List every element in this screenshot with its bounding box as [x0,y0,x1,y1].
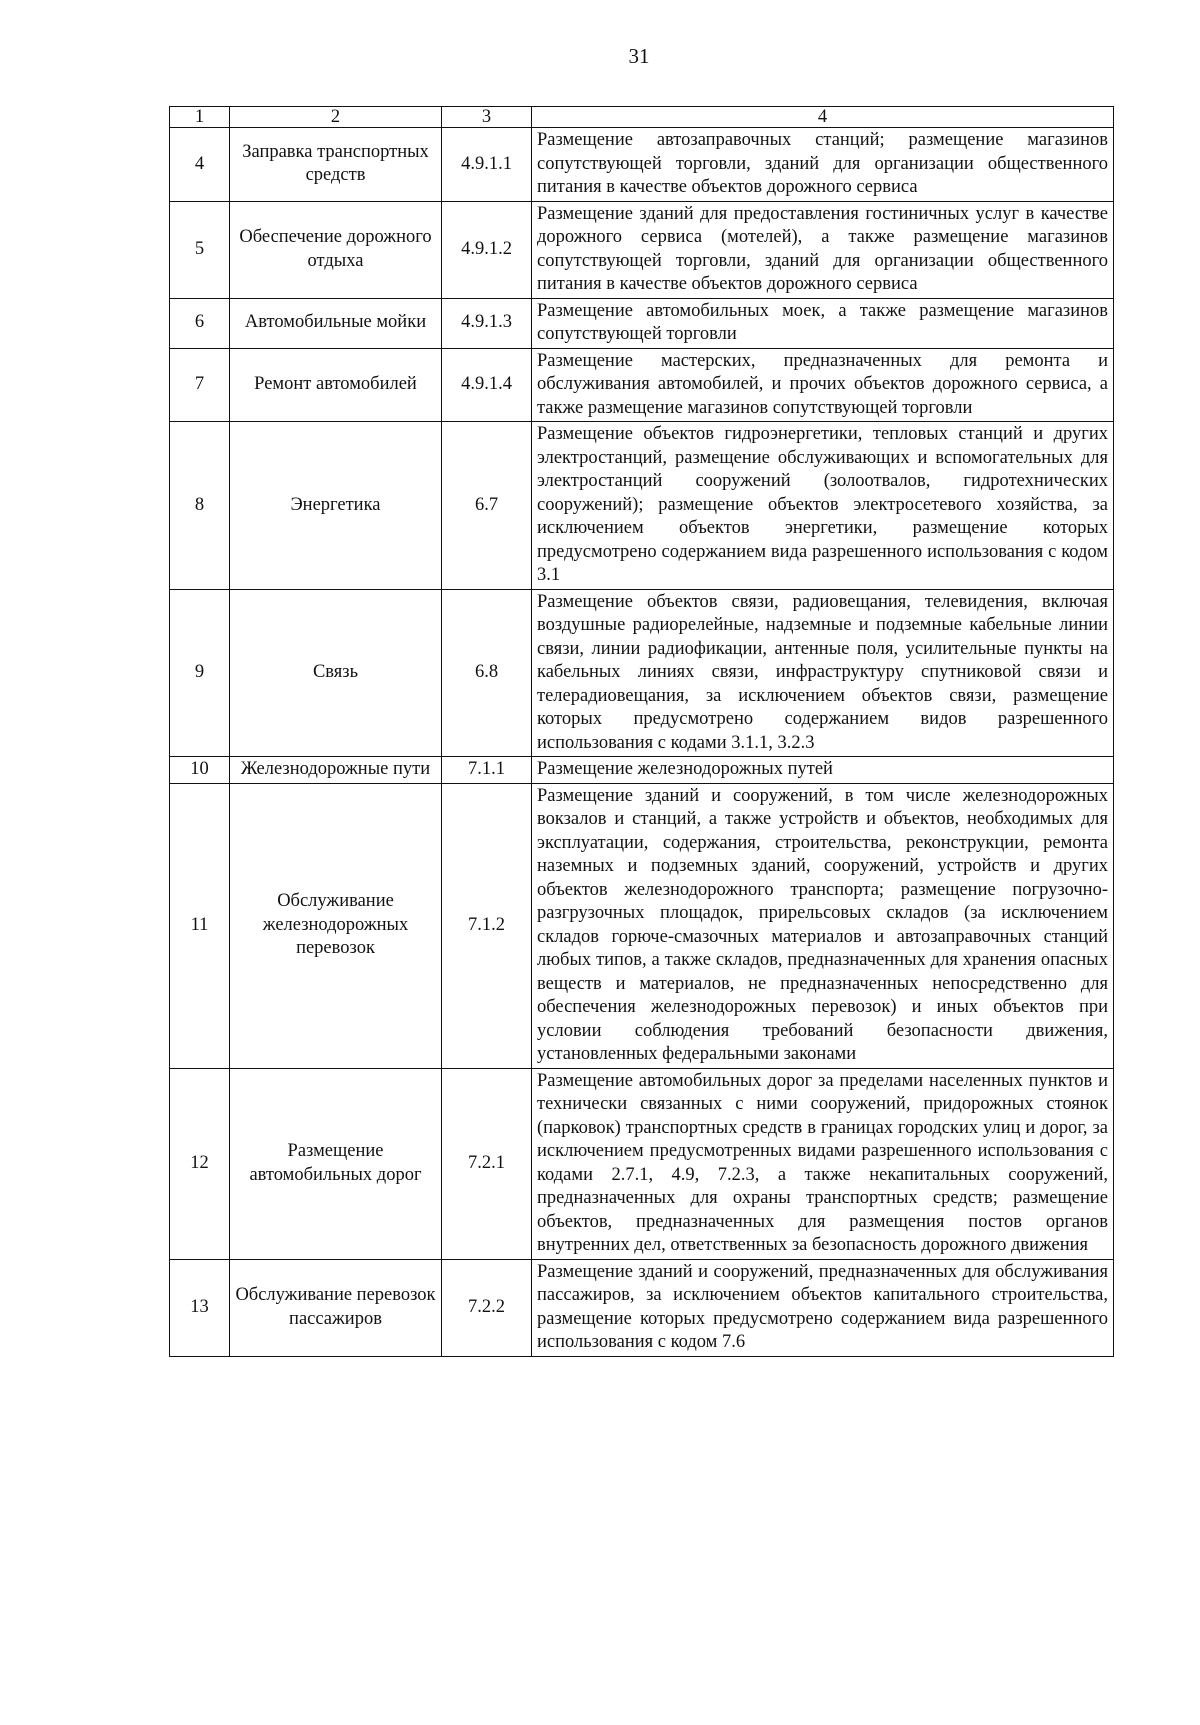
table-row [170,348,1114,422]
table-row [170,783,1114,1068]
use-code: 6.7 [442,422,532,590]
use-description: Размещение железнодорожных путей [532,757,1114,784]
use-name: Энергетика [230,422,442,590]
land-use-table [169,106,1114,1357]
table-body [170,128,1114,1357]
use-name: Связь [230,589,442,757]
use-name: Ремонт автомобилей [230,348,442,422]
use-code: 4.9.1.2 [442,201,532,298]
use-name: Обслуживание перевозок пассажиров [230,1259,442,1356]
use-name: Заправка транспортных средств [230,128,442,202]
use-description: Размещение зданий и сооружений, предназначенных для обслуживания пассажиров, за исключением объектов капитального строительства, размещение которых предусмотрено содержанием вида разрешенного использования с кодом 7.6 [532,1259,1114,1356]
use-code: 7.1.1 [442,757,532,784]
row-number: 8 [170,422,230,590]
use-description: Размещение зданий для предоставления гостиничных услуг в качестве дорожного сервиса (мотелей), а также размещение магазинов сопутствующей торговли, зданий для организации общественного питания в качестве объектов дорожного сервиса [532,201,1114,298]
table-row [170,422,1114,590]
use-code: 4.9.1.1 [442,128,532,202]
use-code: 7.1.2 [442,783,532,1068]
use-description: Размещение автомобильных дорог за пределами населенных пунктов и технически связанных с ними сооружений, придорожных стоянок (парковок) транспортных средств в границах городских улиц и дорог, за исключением предусмотренных видами разрешенного использования с кодами 2.7.1, 4.9, 7.2.3, а также некапитальных сооружений, предназначенных для охраны транспортных средств; размещение объектов, предназначенных для размещения постов органов внутренних дел, ответственных за безопасность дорожного движения [532,1068,1114,1259]
use-name: Железнодорожные пути [230,757,442,784]
row-number: 11 [170,783,230,1068]
use-code: 4.9.1.3 [442,298,532,348]
use-description: Размещение автомобильных моек, а также размещение магазинов сопутствующей торговли [532,298,1114,348]
table-row [170,757,1114,784]
use-description: Размещение зданий и сооружений, в том числе железнодорожных вокзалов и станций, а также устройств и объектов, необходимых для эксплуатации, содержания, строительства, реконструкции, ремонта наземных и подземных зданий, сооружений, устройств и других объектов железнодорожного транспорта; размещение погрузочно-разгрузочных площадок, прирельсовых складов (за исключением складов горюче-смазочных материалов и автозаправочных станций любых типов, а также складов, предназначенных для хранения опасных веществ и материалов, не предназначенных непосредственно для обеспечения железнодорожных перевозок) и иных объектов при условии соблюдения требований безопасности движения, установленных федеральными законами [532,783,1114,1068]
table-row [170,298,1114,348]
header-col-3: 3 [442,107,532,128]
use-name: Обслуживание железнодорожных перевозок [230,783,442,1068]
use-code: 4.9.1.4 [442,348,532,422]
row-number: 6 [170,298,230,348]
page-number: 31 [628,44,650,68]
header-col-4: 4 [532,107,1114,128]
table-row [170,1068,1114,1259]
table-row [170,1259,1114,1356]
header-row [170,107,1114,128]
use-code: 7.2.2 [442,1259,532,1356]
use-code: 7.2.1 [442,1068,532,1259]
table-row [170,128,1114,202]
row-number: 9 [170,589,230,757]
row-number: 5 [170,201,230,298]
use-name: Обеспечение дорожного отдыха [230,201,442,298]
table-row [170,589,1114,757]
row-number: 10 [170,757,230,784]
use-description: Размещение автозаправочных станций; размещение магазинов сопутствующей торговли, зданий для организации общественного питания в качестве объектов дорожного сервиса [532,128,1114,202]
row-number: 7 [170,348,230,422]
table-row [170,201,1114,298]
use-description: Размещение объектов гидроэнергетики, тепловых станций и других электростанций, размещение обслуживающих и вспомогательных для электростанций сооружений (золоотвалов, гидротехнических сооружений); размещение объектов электросетевого хозяйства, за исключением объектов энергетики, размещение которых предусмотрено содержанием вида разрешенного использования с кодом 3.1 [532,422,1114,590]
header-col-2: 2 [230,107,442,128]
use-code: 6.8 [442,589,532,757]
header-col-1: 1 [170,107,230,128]
row-number: 13 [170,1259,230,1356]
table-header [170,107,1114,128]
use-description: Размещение мастерских, предназначенных для ремонта и обслуживания автомобилей, и прочих объектов дорожного сервиса, а также размещение магазинов сопутствующей торговли [532,348,1114,422]
row-number: 4 [170,128,230,202]
use-name: Размещение автомобильных дорог [230,1068,442,1259]
row-number: 12 [170,1068,230,1259]
use-name: Автомобильные мойки [230,298,442,348]
use-description: Размещение объектов связи, радиовещания, телевидения, включая воздушные радиорелейные, надземные и подземные кабельные линии связи, линии радиофикации, антенные поля, усилительные пункты на кабельных линиях связи, инфраструктуру спутниковой связи и телерадиовещания, за исключением объектов связи, размещение которых предусмотрено содержанием видов разрешенного использования с кодами 3.1.1, 3.2.3 [532,589,1114,757]
